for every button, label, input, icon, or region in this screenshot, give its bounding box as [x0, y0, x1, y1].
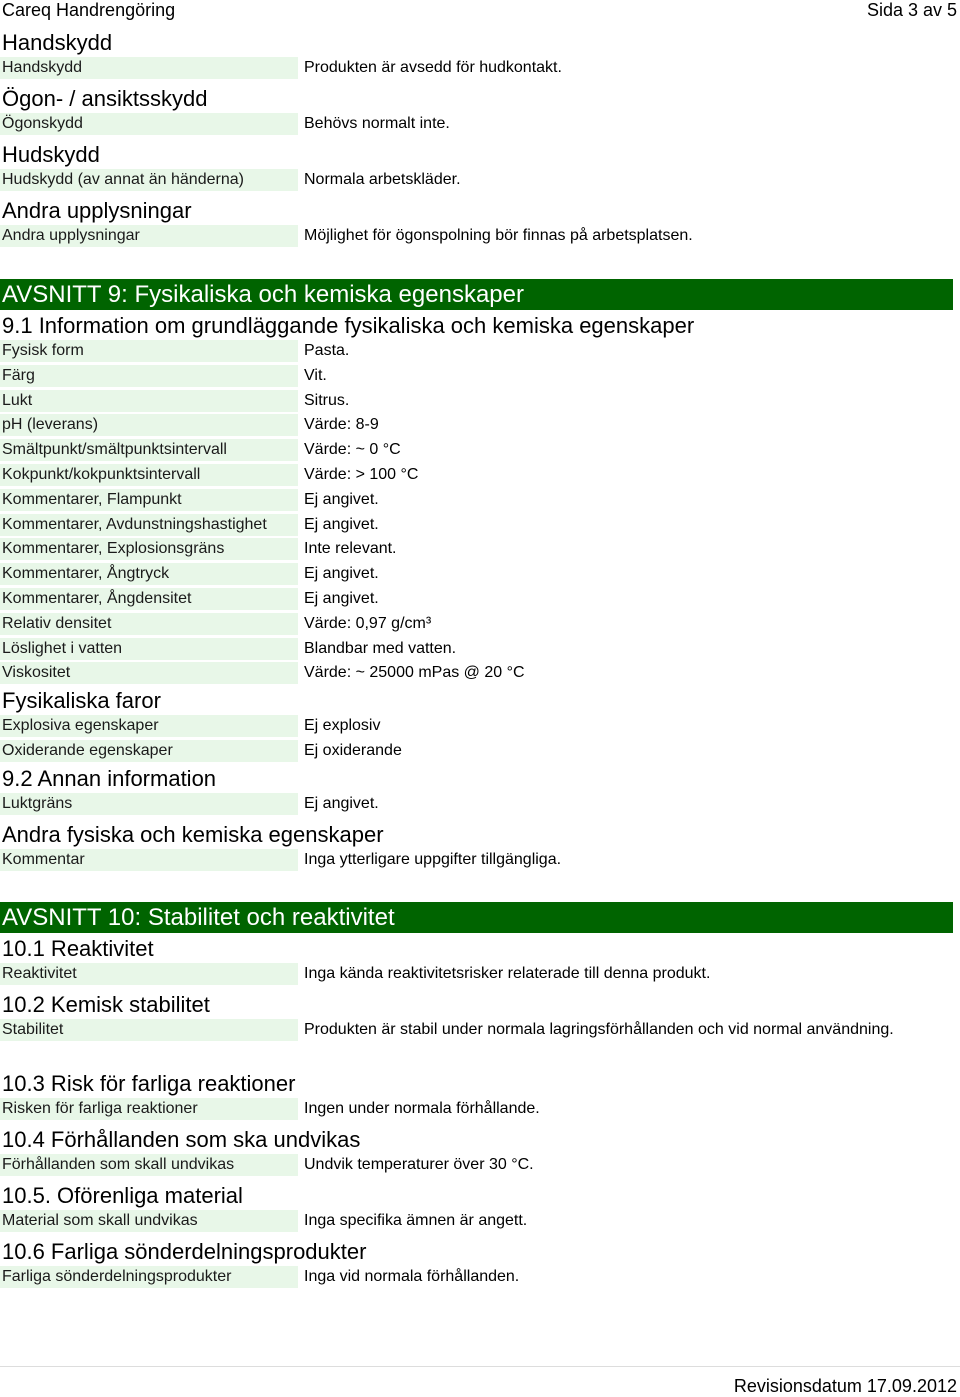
property-row: [0, 340, 960, 365]
property-label: Kommentarer, Avdunstningshastighet: [0, 514, 298, 536]
property-label: Andra upplysningar: [0, 225, 298, 247]
property-label: Kommentarer, Explosionsgräns: [0, 538, 298, 560]
property-row: [0, 225, 960, 253]
property-label: Risken för farliga reaktioner: [0, 1098, 298, 1120]
heading-ogonskydd: Ögon- / ansiktsskydd: [2, 86, 208, 111]
property-row: [0, 662, 960, 687]
property-label: Oxiderande egenskaper: [0, 740, 298, 762]
property-row: [0, 169, 960, 197]
property-value: Vit.: [304, 366, 327, 384]
heading-andra-upplysningar: Andra upplysningar: [2, 198, 192, 223]
section-9-title: AVSNITT 9: Fysikaliska och kemiska egenskaper: [0, 279, 953, 310]
property-value: Undvik temperaturer över 30 °C.: [304, 1155, 534, 1173]
property-label: Stabilitet: [0, 1019, 298, 1041]
property-label: Viskositet: [0, 662, 298, 684]
property-value: Behövs normalt inte.: [304, 115, 450, 132]
section-10-title: AVSNITT 10: Stabilitet och reaktivitet: [0, 902, 953, 933]
property-value: Produkten är stabil under normala lagringsförhållanden och vid normal användning.: [304, 1020, 894, 1038]
heading-fysikaliska-faror: Fysikaliska faror: [2, 688, 161, 714]
property-value: Normala arbetskläder.: [304, 171, 461, 188]
property-row: [0, 514, 960, 539]
property-row: [0, 638, 960, 663]
property-value: Värde: > 100 °C: [304, 465, 419, 483]
property-label: Reaktivitet: [0, 963, 298, 985]
property-label: pH (leverans): [0, 414, 298, 436]
property-value: Ej oxiderande: [304, 741, 402, 759]
property-label: Handskydd: [0, 57, 298, 79]
property-value: Värde: 8-9: [304, 416, 379, 434]
property-value: Pasta.: [304, 342, 350, 359]
property-value: Ej angivet.: [304, 794, 379, 812]
subsection-10-6: 10.6 Farliga sönderdelningsprodukter: [2, 1238, 367, 1264]
property-value: Inga specifika ämnen är angett.: [304, 1211, 528, 1229]
property-row: [0, 439, 960, 464]
property-label: Förhållanden som skall undvikas: [0, 1154, 298, 1176]
property-row: [0, 390, 960, 415]
property-row: [0, 538, 960, 563]
property-label: Hudskydd (av annat än händerna): [0, 169, 298, 191]
property-row: [0, 464, 960, 489]
property-label: Ögonskydd: [0, 113, 298, 135]
property-row: [0, 365, 960, 390]
property-label: Lukt: [0, 390, 298, 412]
subsection-9-2: 9.2 Annan information: [2, 765, 217, 791]
property-row: [0, 1019, 960, 1070]
property-value: Värde: ~ 0 °C: [304, 441, 401, 459]
page-number: Sida 3 av 5: [866, 0, 957, 20]
property-value: Ej angivet.: [304, 565, 379, 583]
property-label: Kommentar: [0, 849, 298, 871]
property-label: Farliga sönderdelningsprodukter: [0, 1266, 298, 1288]
company-name: Careq Handrengöring: [2, 0, 176, 20]
property-row: [0, 588, 960, 613]
property-row: [0, 563, 960, 588]
subsection-10-3: 10.3 Risk för farliga reaktioner: [2, 1070, 296, 1096]
property-row: [0, 1098, 960, 1126]
property-value: Blandbar med vatten.: [304, 639, 457, 657]
property-row: [0, 715, 960, 740]
heading-handskydd: Handskydd: [2, 30, 113, 55]
property-label: Kokpunkt/kokpunktsintervall: [0, 464, 298, 486]
property-label: Luktgräns: [0, 793, 298, 815]
property-label: Kommentarer, Ångdensitet: [0, 588, 298, 610]
property-value: Möjlighet för ögonspolning bör finnas på arbetsplatsen.: [304, 227, 693, 244]
subsection-10-2: 10.2 Kemisk stabilitet: [2, 991, 210, 1017]
property-label: Löslighet i vatten: [0, 638, 298, 660]
property-row: [0, 1266, 960, 1294]
subsection-10-1: 10.1 Reaktivitet: [2, 935, 154, 961]
property-row: [0, 793, 960, 821]
heading-hudskydd: Hudskydd: [2, 142, 100, 167]
property-row: [0, 113, 960, 141]
property-label: Material som skall undvikas: [0, 1210, 298, 1232]
property-value: Inte relevant.: [304, 540, 397, 558]
property-row: [0, 489, 960, 514]
property-label: Smältpunkt/smältpunktsintervall: [0, 439, 298, 461]
property-value: Sitrus.: [304, 391, 350, 409]
property-row: [0, 1210, 960, 1238]
property-label: Fysisk form: [0, 340, 298, 362]
property-value: Värde: 0,97 g/cm³: [304, 614, 432, 632]
heading-andra-egenskaper: Andra fysiska och kemiska egenskaper: [2, 821, 384, 847]
property-value: Inga ytterligare uppgifter tillgängliga.: [304, 850, 562, 868]
property-label: Explosiva egenskaper: [0, 715, 298, 737]
subsection-10-5: 10.5. Oförenliga material: [2, 1182, 243, 1208]
property-row: [0, 849, 960, 877]
property-row: [0, 740, 960, 765]
property-row: [0, 613, 960, 638]
property-value: Inga vid normala förhållanden.: [304, 1267, 520, 1285]
property-label: Relativ densitet: [0, 613, 298, 635]
subsection-9-1: 9.1 Information om grundläggande fysikaliska och kemiska egenskaper: [2, 313, 695, 338]
property-value: Ej explosiv: [304, 717, 381, 735]
property-label: Färg: [0, 365, 298, 387]
property-value: Produkten är avsedd för hudkontakt.: [304, 59, 562, 76]
property-value: Inga kända reaktivitetsrisker relaterade till denna produkt.: [304, 964, 711, 982]
subsection-10-4: 10.4 Förhållanden som ska undvikas: [2, 1126, 361, 1152]
property-value: Ej angivet.: [304, 589, 379, 607]
property-value: Ej angivet.: [304, 490, 379, 508]
document-body: [0, 29, 960, 1294]
property-value: Värde: ~ 25000 mPas @ 20 °C: [304, 664, 525, 682]
property-value: Ej angivet.: [304, 515, 379, 533]
properties-list: [0, 340, 960, 687]
revision-date: Revisionsdatum 17.09.2012: [733, 1376, 957, 1396]
property-row: [0, 1154, 960, 1182]
property-label: Kommentarer, Flampunkt: [0, 489, 298, 511]
property-value: Ingen under normala förhållande.: [304, 1099, 540, 1117]
footer-divider: [0, 1366, 960, 1367]
property-row: [0, 963, 960, 991]
property-row: [0, 57, 960, 85]
property-row: [0, 414, 960, 439]
property-label: Kommentarer, Ångtryck: [0, 563, 298, 585]
